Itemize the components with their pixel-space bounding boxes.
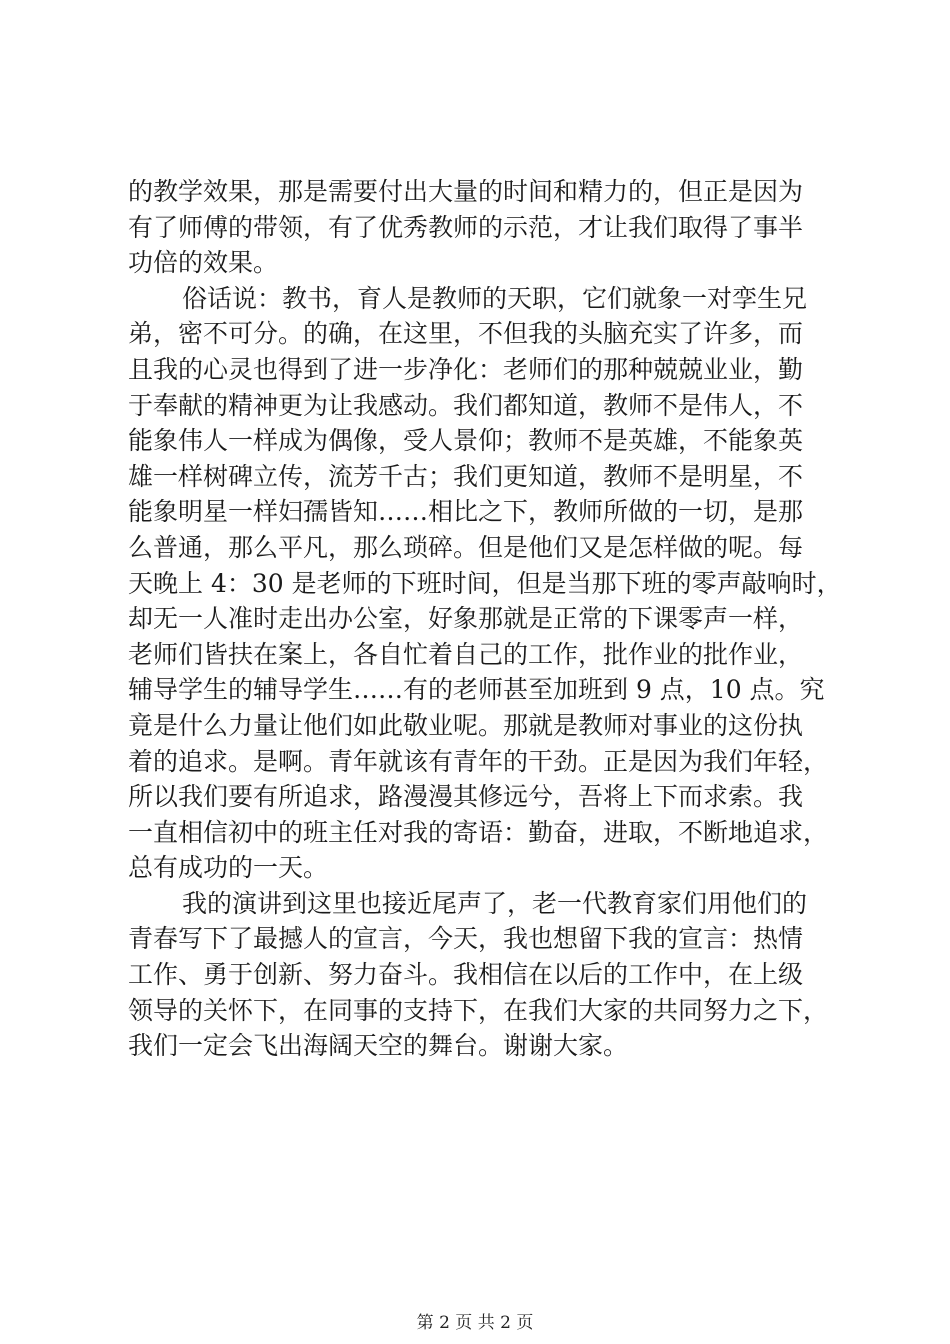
document-body (128, 174, 842, 1064)
text-line: 我们一定会飞出海阔天空的舞台。谢谢大家。 (128, 1031, 629, 1061)
text-line: 俗话说：教书，育人是教师的天职，它们就象一对孪生兄 (182, 283, 808, 313)
text-line: 所以我们要有所追求，路漫漫其修远兮，吾将上下而求索。我 (128, 782, 804, 812)
text-line: 于奉献的精神更为让我感动。我们都知道，教师不是伟人，不 (128, 390, 804, 420)
text-line: 我的演讲到这里也接近尾声了，老一代教育家们用他们的 (182, 888, 808, 918)
text-line: 天晚上 4：30 是老师的下班时间，但是当那下班的零声敲响时， (128, 568, 842, 598)
text-line: 辅导学生的辅导学生……有的老师甚至加班到 9 点，10 点。究 (128, 675, 825, 705)
text-line: 且我的心灵也得到了进一步净化：老师们的那种兢兢业业，勤 (128, 354, 804, 384)
text-line: 老师们皆扶在案上，各自忙着自己的工作，批作业的批作业， (128, 639, 804, 669)
paragraph (128, 886, 828, 1064)
text-line: 能象明星一样妇孺皆知……相比之下，教师所做的一切，是那 (128, 497, 804, 527)
page-footer: 第 2 页 共 2 页 (416, 1313, 534, 1333)
text-line: 功倍的效果。 (128, 248, 279, 278)
text-line: 却无一人准时走出办公室，好象那就是正常的下课零声一样， (128, 604, 804, 634)
text-line: 着的追求。是啊。青年就该有青年的干劲。正是因为我们年轻， (128, 746, 829, 776)
paragraph (128, 174, 828, 281)
text-line: 弟，密不可分。的确，在这里，不但我的头脑充实了许多，而 (128, 319, 804, 349)
text-line: 领导的关怀下，在同事的支持下，在我们大家的共同努力之下， (128, 995, 829, 1025)
text-line: 能象伟人一样成为偶像，受人景仰；教师不是英雄，不能象英 (128, 426, 804, 456)
paragraph (128, 281, 842, 886)
text-line: 一直相信初中的班主任对我的寄语：勤奋，进取，不断地追求， (128, 817, 829, 847)
text-line: 有了师傅的带领，有了优秀教师的示范，才让我们取得了事半 (128, 212, 804, 242)
text-line: 雄一样树碑立传，流芳千古；我们更知道，教师不是明星，不 (128, 461, 804, 491)
text-line: 么普通，那么平凡，那么琐碎。但是他们又是怎样做的呢。每 (128, 532, 804, 562)
text-line: 总有成功的一天。 (128, 853, 329, 883)
text-line: 竟是什么力量让他们如此敬业呢。那就是教师对事业的这份执 (128, 710, 804, 740)
text-line: 工作、勇于创新、努力奋斗。我相信在以后的工作中，在上级 (128, 960, 804, 990)
text-line: 青春写下了最撼人的宣言，今天，我也想留下我的宣言：热情 (128, 924, 804, 954)
text-line: 的教学效果，那是需要付出大量的时间和精力的，但正是因为 (128, 177, 804, 206)
